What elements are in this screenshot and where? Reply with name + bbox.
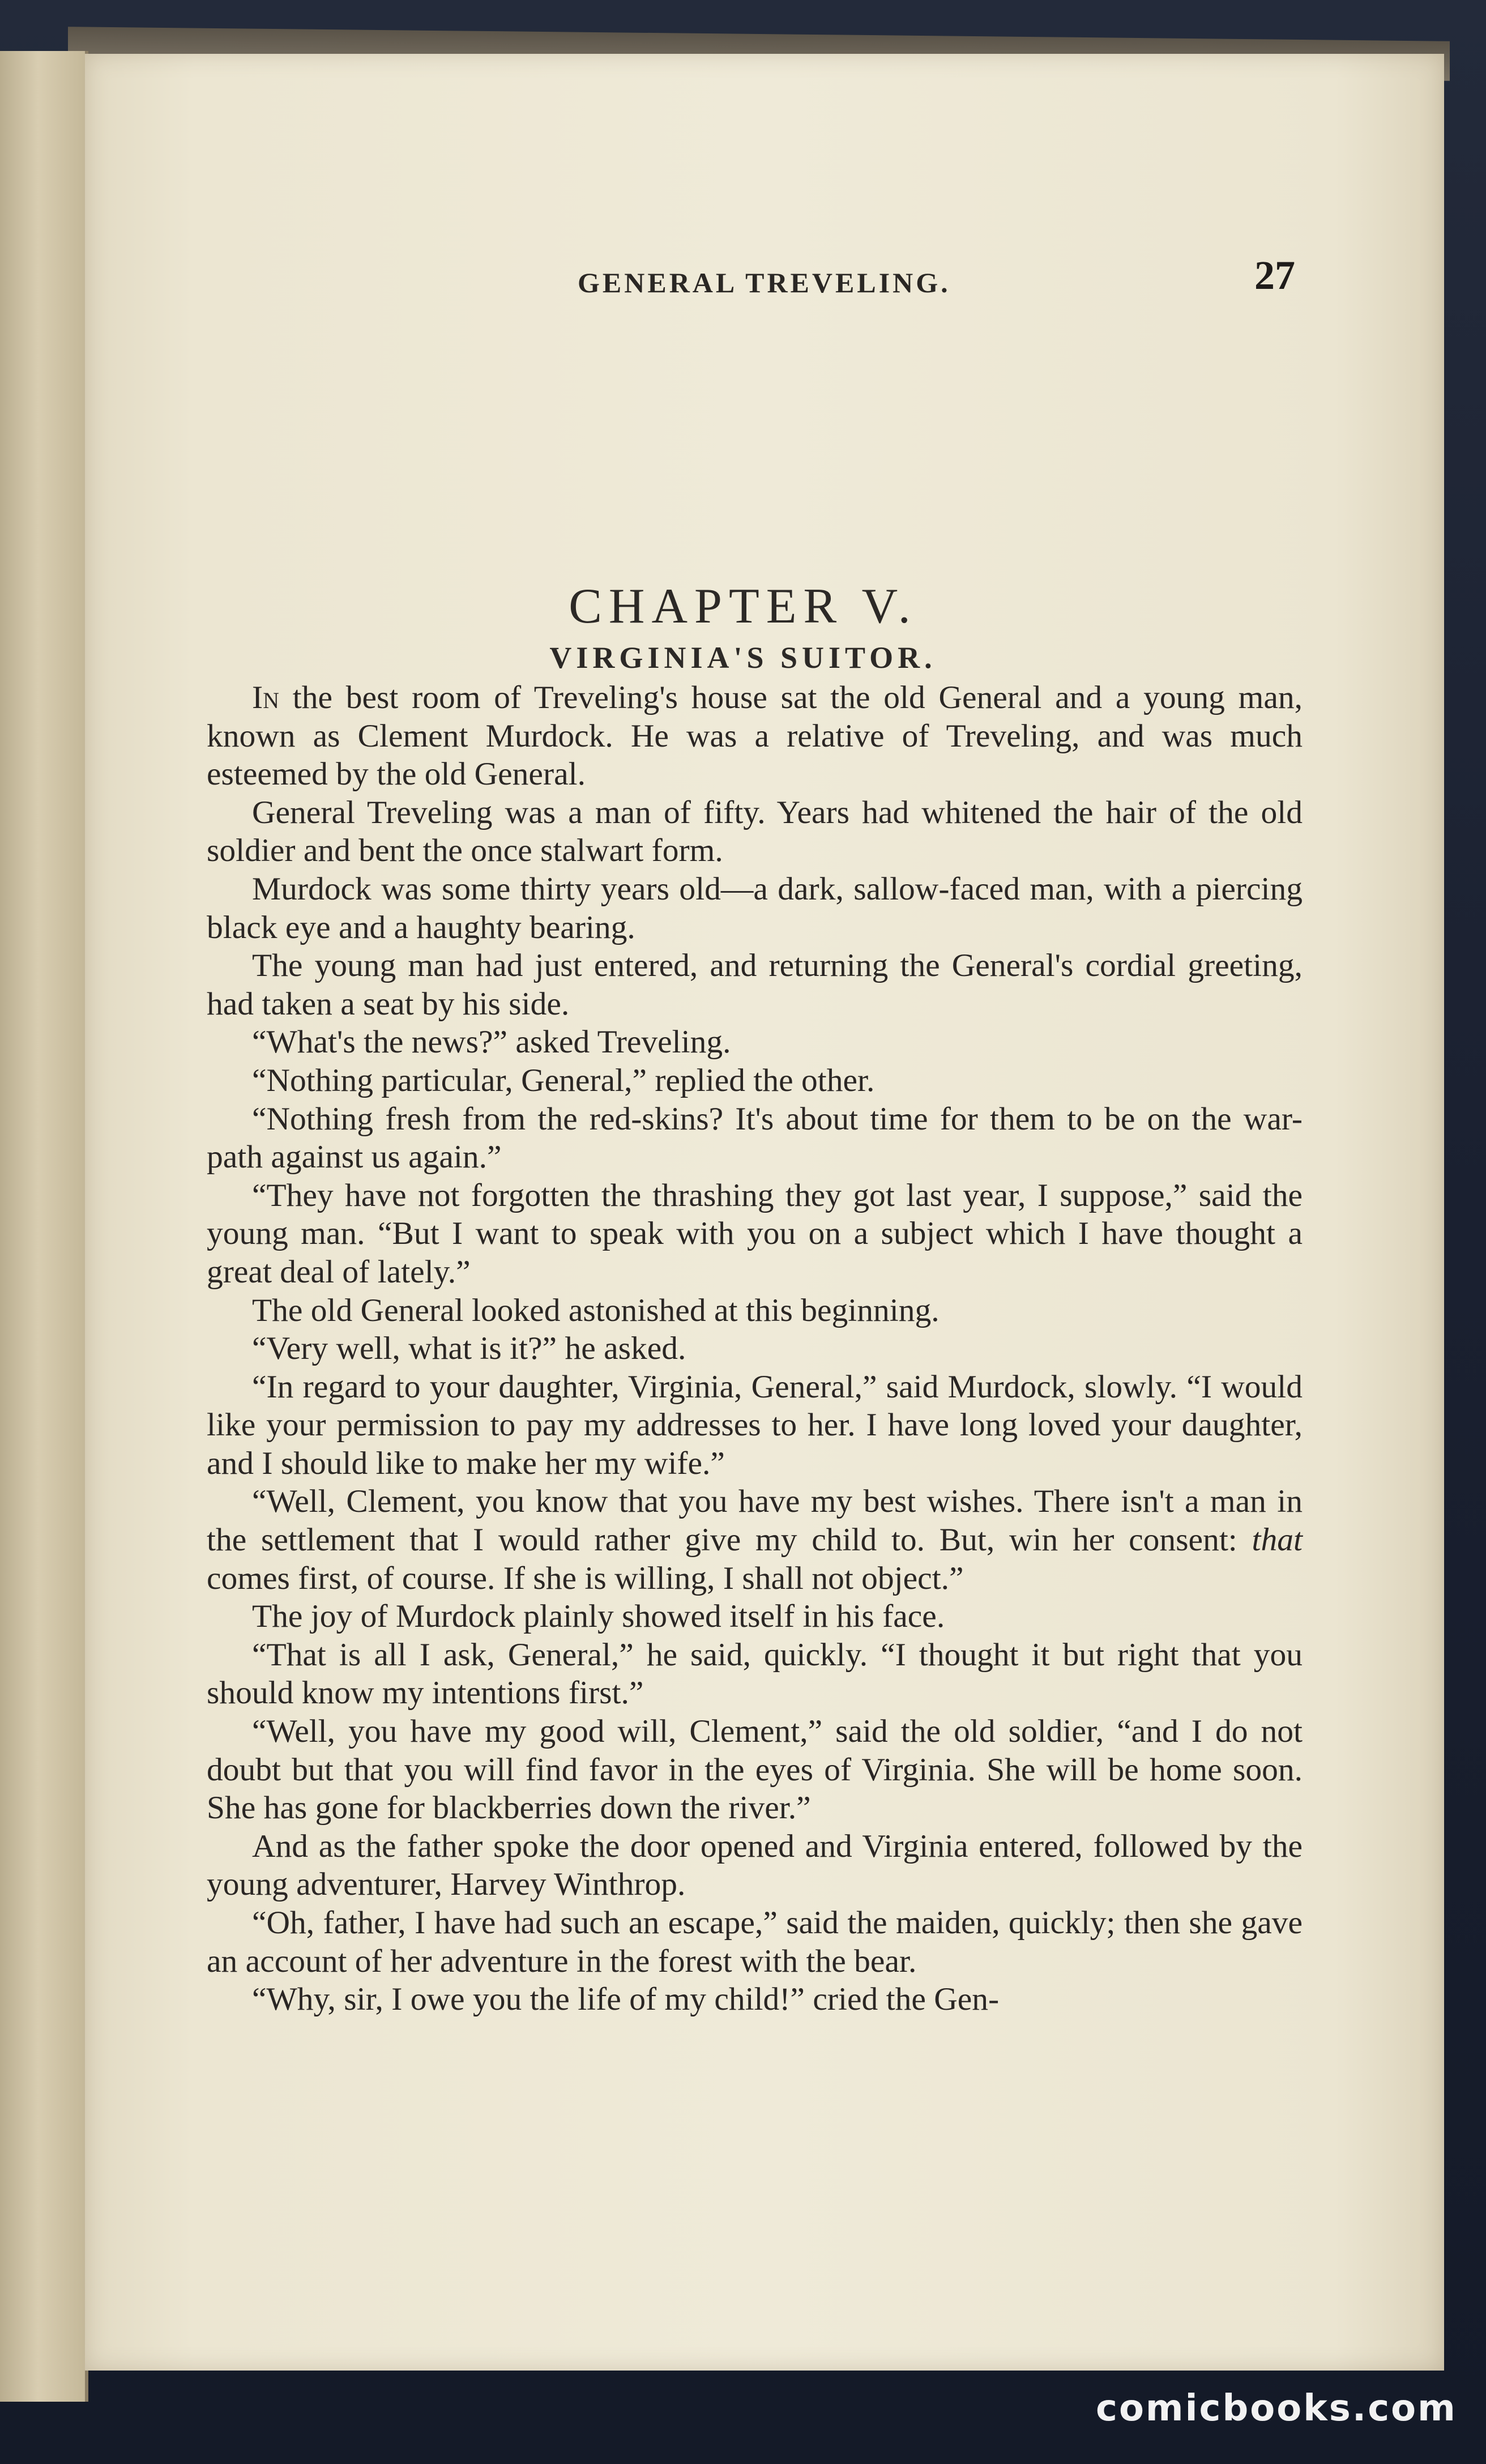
page-number: 27 <box>1254 253 1295 298</box>
paragraph <box>207 679 1303 794</box>
paragraph-text: “Well, Clement, you know that you have my best wishes. There isn't a man in the settlement that I would rather give my child to. But, win her consent: <box>207 1483 1303 1558</box>
watermark: comicbooks.com <box>1096 2388 1457 2429</box>
running-head: GENERAL TREVELING. <box>578 267 951 299</box>
chapter-title: CHAPTER V. <box>569 579 917 634</box>
body-text <box>207 679 1303 2019</box>
paragraph: The old General looked astonished at this beginning. <box>252 1292 940 1328</box>
left-page-edge <box>0 51 88 2402</box>
paragraph: General Treveling was a man of fifty. Years had whitened the hair of the old soldier and bent the once stalwart form. <box>207 794 1303 869</box>
paragraph: “In regard to your daughter, Virginia, General,” said Murdock, slowly. “I would like your permission to pay my addresses to her. I have long loved your daughter, and I should like to make her my wife.” <box>207 1369 1303 1481</box>
chapter-subtitle: VIRGINIA'S SUITOR. <box>549 641 937 675</box>
paragraph: “Why, sir, I owe you the life of my child!” cried the Gen- <box>252 1981 1000 2018</box>
paragraph-text: comes first, of course. If she is willing, I shall not object.” <box>207 1560 964 1596</box>
paragraph-text: the best room of Treveling's house sat the old General and a young man, known as Clement Murdock. He was a relative of Treveling, and was much esteemed by the old General. <box>207 680 1303 792</box>
paragraph: Murdock was some thirty years old—a dark, sallow-faced man, with a piercing black eye and a haughty bearing. <box>207 871 1303 945</box>
paragraph: “Nothing particular, General,” replied the other. <box>252 1062 875 1098</box>
paragraph: The joy of Murdock plainly showed itself in his face. <box>252 1598 945 1635</box>
paragraph-lead-word: In <box>252 680 280 715</box>
paragraph: “That is all I ask, General,” he said, quickly. “I thought it but right that you should know my intentions first.” <box>207 1636 1303 1711</box>
emphasis-text: that <box>1252 1522 1303 1558</box>
paragraph: “They have not forgotten the thrashing they got last year, I suppose,” said the young man. “But I want to speak with you on a subject which I have thought a great deal of lately.” <box>207 1177 1303 1290</box>
paragraph: “Nothing fresh from the red-skins? It's about time for them to be on the war-path against us again.” <box>207 1101 1303 1175</box>
paragraph: “What's the news?” asked Treveling. <box>252 1024 731 1060</box>
paragraph: “Well, you have my good will, Clement,” said the old soldier, “and I do not doubt but that you will find favor in the eyes of Virginia. She will be home soon. She has gone for blackberries down the river.” <box>207 1713 1303 1826</box>
paragraph: “Very well, what is it?” he asked. <box>252 1331 686 1367</box>
paragraph <box>207 1482 1303 1597</box>
paragraph: The young man had just entered, and returning the General's cordial greeting, had taken a seat by his side. <box>207 948 1303 1022</box>
paragraph: And as the father spoke the door opened and Virginia entered, followed by the young adventurer, Harvey Winthrop. <box>207 1828 1303 1903</box>
paragraph: “Oh, father, I have had such an escape,” said the maiden, quickly; then she gave an account of her adventure in the forest with the bear. <box>207 1905 1303 1979</box>
